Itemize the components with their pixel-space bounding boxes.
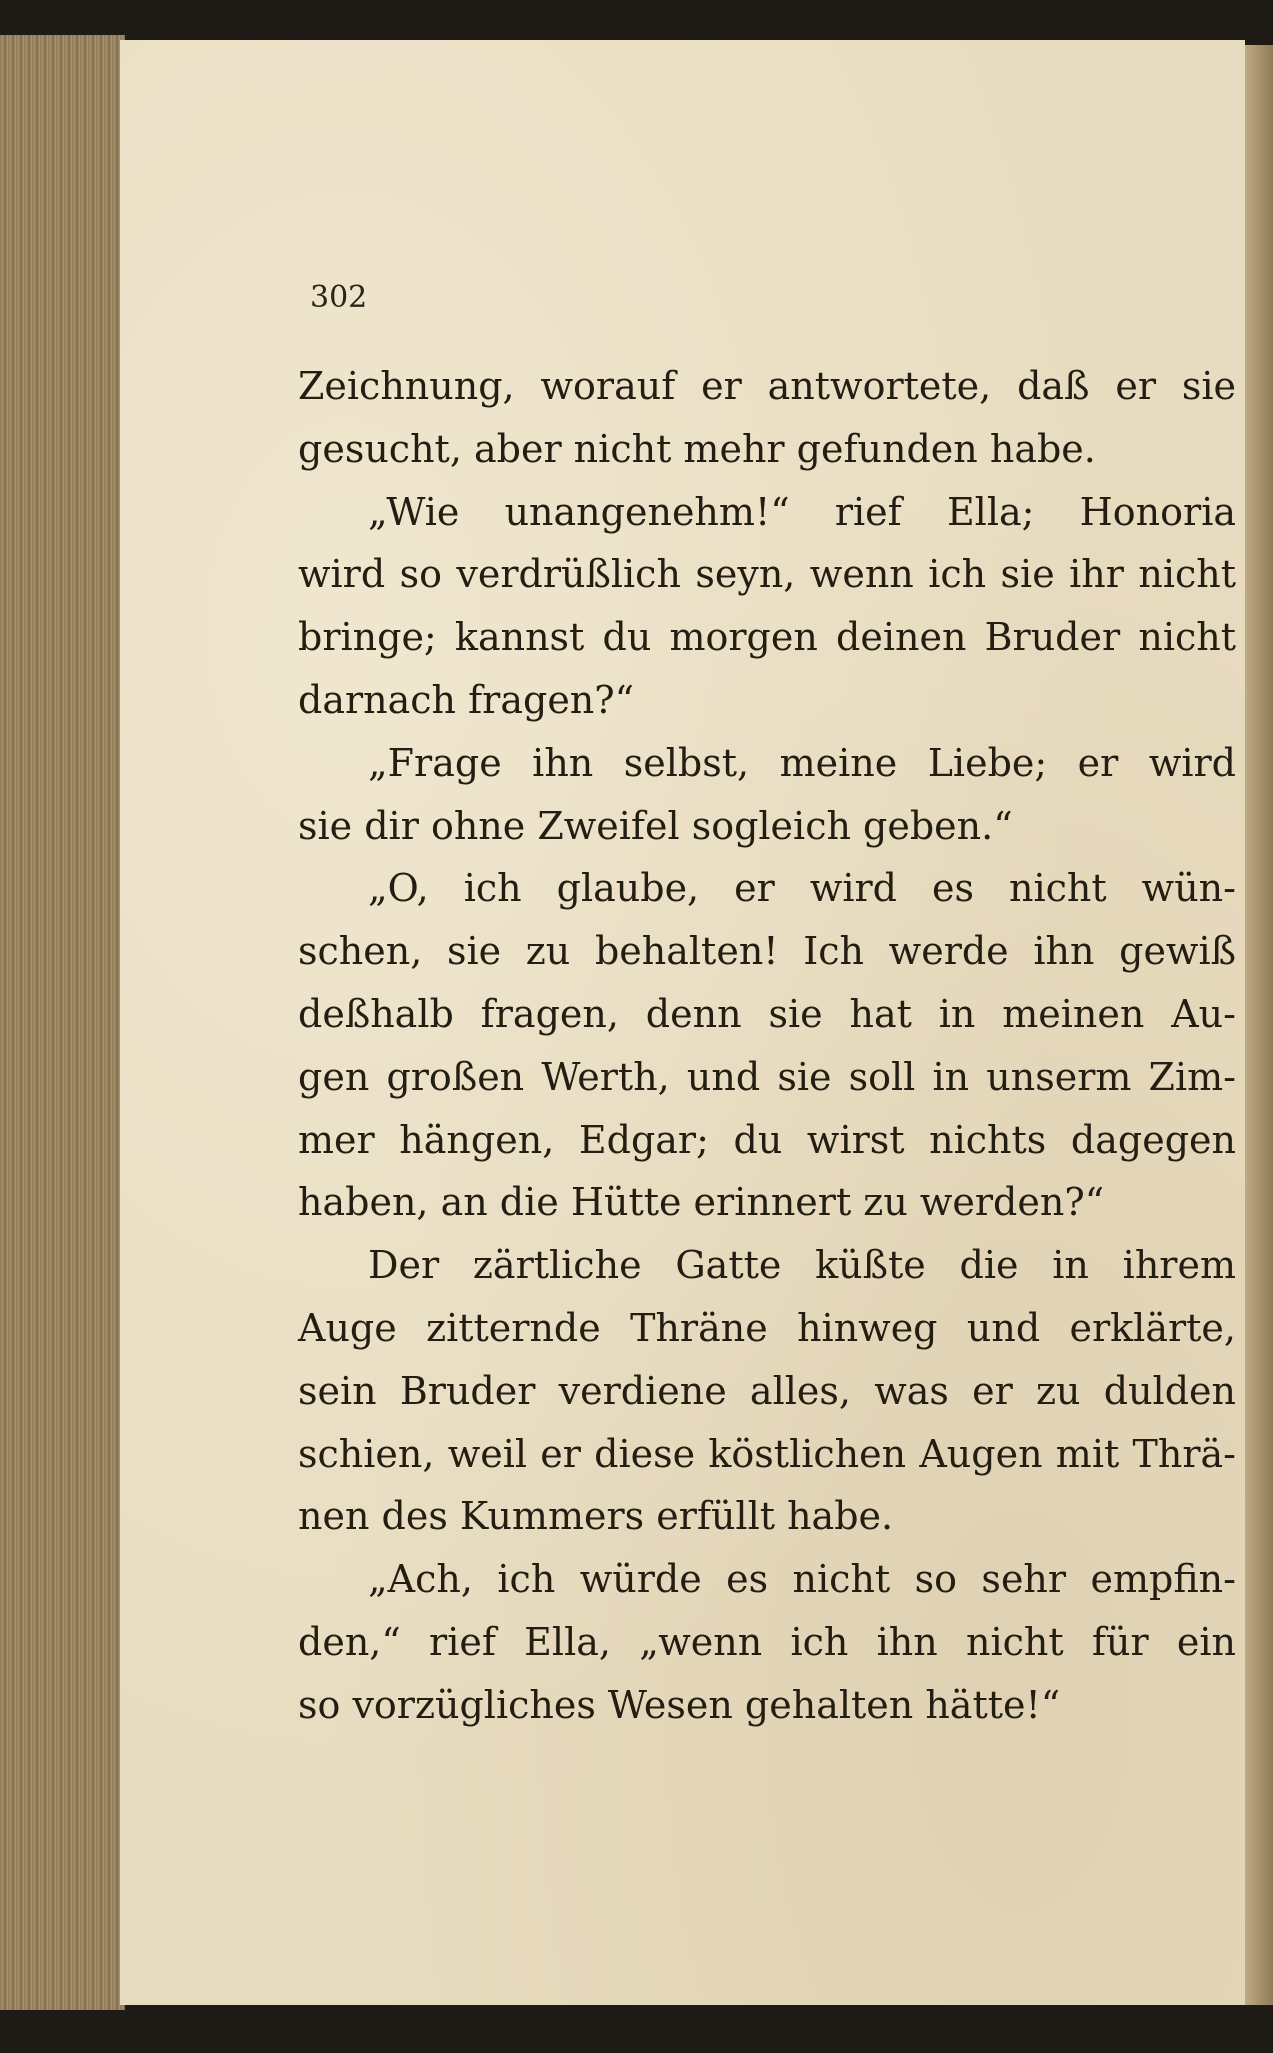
text-line: „Ach, ich würde es nicht so sehr empfin- [368, 1557, 1236, 1602]
text-line: gesucht, aber nicht mehr gefunden habe. [298, 426, 1096, 471]
page-stack-left [0, 35, 125, 2010]
text-line: „Wie unangenehm!“ rief Ella; Honoria [368, 489, 1236, 534]
text-line: „O, ich glaube, er wird es nicht wün- [368, 866, 1236, 911]
text-line: so vorzügliches Wesen gehalten hätte!“ [298, 1682, 1061, 1727]
text-line: darnach fragen?“ [298, 677, 635, 722]
text-line: sein Bruder verdiene alles, was er zu dulden [298, 1368, 1236, 1413]
text-line: mer hängen, Edgar; du wirst nichts dagegen [298, 1117, 1236, 1162]
page-stack-right [1243, 45, 1273, 2005]
text-line: sie dir ohne Zweifel sogleich geben.“ [298, 803, 1013, 848]
body-text [298, 355, 1236, 1737]
text-line: deßhalb fragen, denn sie hat in meinen Au- [298, 991, 1236, 1036]
text-line: nen des Kummers erfüllt habe. [298, 1494, 894, 1539]
text-line: gen großen Werth, und sie soll in unserm Zim- [298, 1054, 1236, 1099]
book-page [120, 40, 1245, 2005]
text-line: wird so verdrüßlich seyn, wenn ich sie ihr nicht [298, 552, 1236, 597]
text-line: haben, an die Hütte erinnert zu werden?“ [298, 1180, 1105, 1225]
text-line: schien, weil er diese köstlichen Augen mit Thrä- [298, 1431, 1236, 1476]
text-line: Auge zitternde Thräne hinweg und erklärte, [298, 1305, 1236, 1350]
text-line: bringe; kannst du morgen deinen Bruder nicht [298, 615, 1236, 660]
text-line: schen, sie zu behalten! Ich werde ihn gewiß [298, 929, 1236, 974]
text-line: den,“ rief Ella, „wenn ich ihn nicht für ein [298, 1619, 1236, 1664]
text-line: Der zärtliche Gatte küßte die in ihrem [368, 1243, 1236, 1288]
text-line: „Frage ihn selbst, meine Liebe; er wird [368, 740, 1236, 785]
text-line: Zeichnung, worauf er antwortete, daß er sie [298, 364, 1236, 408]
page-number: 302 [310, 280, 368, 315]
